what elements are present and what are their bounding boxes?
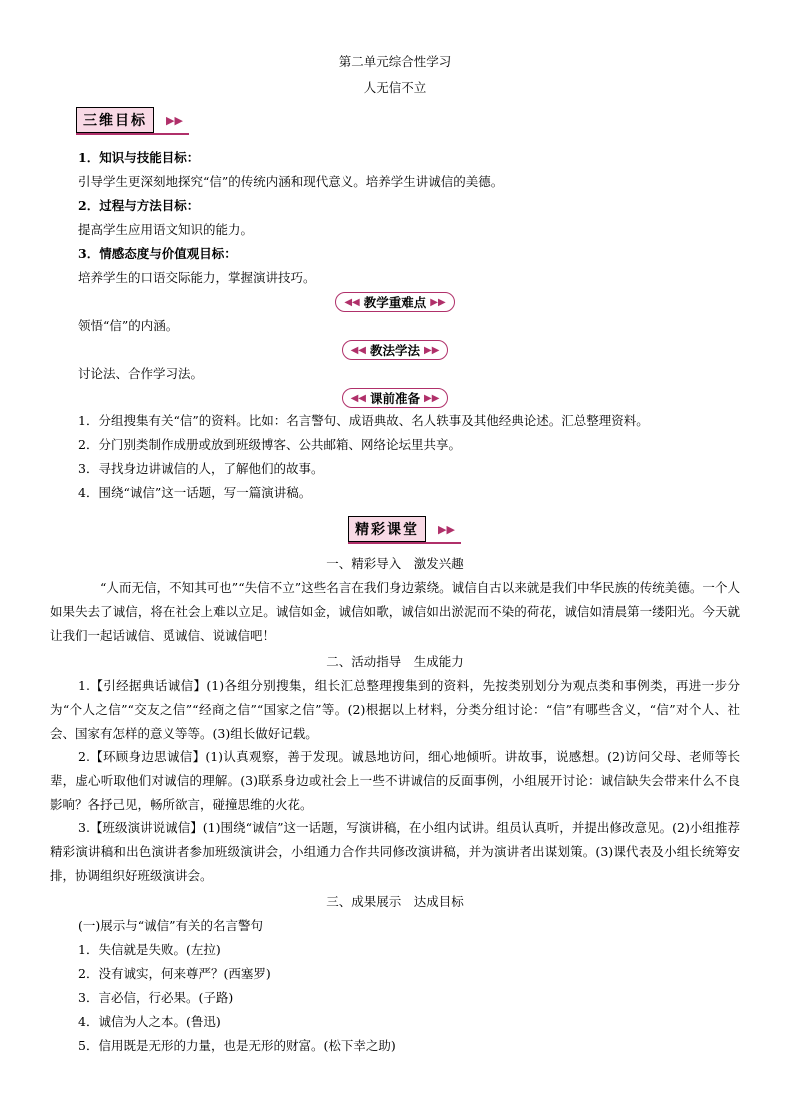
prep-item: 4．围绕“诚信”这一话题，写一篇演讲稿。 bbox=[78, 485, 312, 500]
part2-heading: 二、活动指导 生成能力 bbox=[326, 654, 464, 669]
prep-item: 3．寻找身边讲诚信的人，了解他们的故事。 bbox=[78, 461, 324, 476]
double-chevron-left-icon: ◀◀ bbox=[350, 392, 366, 404]
unit-title: 第二单元综合性学习 bbox=[338, 54, 452, 69]
goal-2-text: 提高学生应用语文知识的能力。 bbox=[78, 222, 254, 237]
section-key bbox=[0, 292, 790, 312]
part2-paragraph-3: 3.【班级演讲说诚信】(1)围绕“诚信”这一话题，写演讲稿，在小组内试讲。组员认真听，并提出修改意见。(2)小组推荐精彩演讲稿和出色演讲者参加班级演讲会，小组通力合作共同修改演讲稿，并为演讲者出谋划策。(3)课代表及小组长统筹安排，协调组织好班级演讲会。 bbox=[50, 820, 740, 883]
quote-item: 1．失信就是失败。(左拉) bbox=[78, 942, 221, 957]
goal-2-title: 2．过程与方法目标： bbox=[78, 198, 200, 213]
method-text: 讨论法、合作学习法。 bbox=[78, 366, 204, 381]
goal-1-text: 引导学生更深刻地探究“信”的传统内涵和现代意义。培养学生讲诚信的美德。 bbox=[78, 174, 504, 189]
double-chevron-left-icon: ◀◀ bbox=[350, 344, 366, 356]
section-classroom-label: 精彩课堂 bbox=[348, 516, 426, 542]
part1-heading: 一、精彩导入 激发兴趣 bbox=[326, 556, 464, 571]
double-chevron-left-icon: ◀◀ bbox=[344, 296, 360, 308]
section-method bbox=[0, 340, 790, 360]
part1-paragraph: “人而无信，不知其可也”“失信不立”这些名言在我们身边萦绕。诚信自古以来就是我们中华民族的传统美德。一个人如果失去了诚信，将在社会上难以立足。诚信如金，诚信如歌，诚信如出淤泥而不染的荷花，诚信如清晨第一缕阳光。今天就让我们一起话诚信、觅诚信、说诚信吧！ bbox=[50, 580, 740, 643]
double-chevron-right-icon: ▶▶ bbox=[438, 522, 455, 536]
quote-item: 5．信用既是无形的力量，也是无形的财富。(松下幸之助) bbox=[78, 1038, 396, 1053]
double-chevron-right-icon: ▶▶ bbox=[424, 344, 440, 356]
part3-heading: 三、成果展示 达成目标 bbox=[326, 894, 464, 909]
goal-1-title: 1．知识与技能目标： bbox=[78, 150, 200, 165]
double-chevron-right-icon: ▶▶ bbox=[166, 113, 183, 127]
section-goals bbox=[76, 107, 189, 135]
double-chevron-right-icon: ▶▶ bbox=[430, 296, 446, 308]
part3-subheading: (一)展示与“诚信”有关的名言警句 bbox=[78, 918, 264, 933]
part2-paragraph-2: 2.【环顾身边思诚信】(1)认真观察，善于发现。诚恳地访问，细心地倾听。讲故事，说感想。(2)访问父母、老师等长辈，虚心听取他们对诚信的理解。(3)联系身边或社会上一些不讲诚信的反面事例，小组展开讨论：诚信缺失会带来什么不良影响？各抒己见，畅所欲言，碰撞思维的火花。 bbox=[50, 749, 740, 812]
goal-3-title: 3．情感态度与价值观目标： bbox=[78, 246, 237, 261]
section-goals-label: 三维目标 bbox=[76, 107, 154, 133]
prep-item: 1．分组搜集有关“信”的资料。比如：名言警句、成语典故、名人轶事及其他经典论述。汇总整理资料。 bbox=[78, 413, 649, 428]
quote-item: 2．没有诚实，何来尊严？(西塞罗) bbox=[78, 966, 271, 981]
key-text: 领悟“信”的内涵。 bbox=[78, 318, 179, 333]
quote-item: 4．诚信为人之本。(鲁迅) bbox=[78, 1014, 221, 1029]
lesson-title: 人无信不立 bbox=[363, 80, 427, 95]
section-prep bbox=[0, 388, 790, 408]
prep-item: 2．分门别类制作成册或放到班级博客、公共邮箱、网络论坛里共享。 bbox=[78, 437, 461, 452]
quote-item: 3．言必信，行必果。(子路) bbox=[78, 990, 234, 1005]
section-method-label: 教法学法 bbox=[369, 343, 420, 358]
section-key-label: 教学重难点 bbox=[363, 295, 427, 310]
part2-paragraph-1: 1.【引经据典话诚信】(1)各组分别搜集，组长汇总整理搜集到的资料，先按类别划分为观点类和事例类，再进一步分为“个人之信”“交友之信”“经商之信”“国家之信”等。(2)根据以上材料，分类分组讨论：“信”有哪些含义，“信”对个人、社会、国家有怎样的意义等等。(3)组长做好记载。 bbox=[50, 678, 740, 741]
goal-3-text: 培养学生的口语交际能力，掌握演讲技巧。 bbox=[78, 270, 316, 285]
section-classroom bbox=[348, 516, 461, 544]
double-chevron-right-icon: ▶▶ bbox=[424, 392, 440, 404]
section-prep-label: 课前准备 bbox=[369, 391, 420, 406]
